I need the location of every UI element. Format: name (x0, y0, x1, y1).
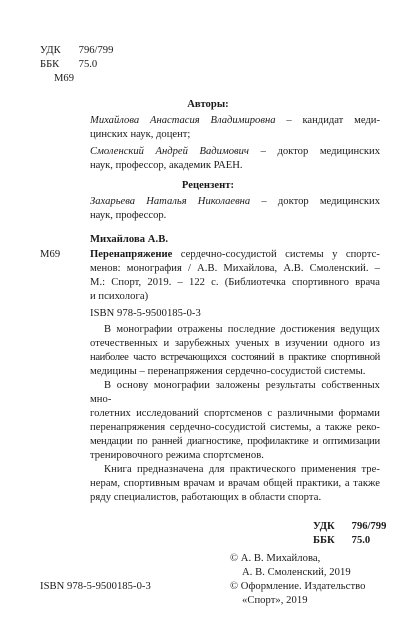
bottom-udk-value: 796/799 (351, 521, 387, 532)
copyright-2-line-1: © Оформление. Издательство (230, 581, 366, 592)
author-1-line-1 (90, 114, 380, 128)
author-1-name: Михайлова Анастасия Владимировна (90, 115, 276, 126)
reviewer-1-role-start: – доктор медицинских (250, 196, 380, 207)
top-classification-codes (40, 44, 113, 86)
bottom-classification-codes (313, 520, 386, 548)
reviewer-1-name: Захарьева Наталья Николаевна (90, 196, 251, 207)
annotation-p2-line-2: голетних исследований спортсменов с различными формами (90, 408, 380, 419)
reviewer-1-line-2: наук, профессор. (90, 210, 167, 221)
author-2-name: Смоленский Андрей Вадимович (90, 146, 249, 157)
author-2-role-start: – доктор медицинских (248, 146, 380, 157)
catalog-title-rest: сердечно-сосудистой системы у спортс- (172, 249, 380, 260)
annotation-p1-line-3: наиболее часто встречающихся состояний в практике спортивной (90, 352, 380, 363)
annotation-p2-line-1: В основу монографии заложены результаты собственных мно- (90, 380, 380, 405)
copyright-2-line-2: «Спорт», 2019 (242, 595, 308, 606)
catalog-description (90, 248, 380, 304)
reviewer-heading: Рецензент: (181, 180, 235, 191)
bottom-bbk-label: ББК (313, 535, 335, 546)
isbn-bottom: ISBN 978-5-9500185-0-3 (40, 581, 151, 592)
catalog-line-4: и психолога) (90, 291, 149, 302)
author-1 (90, 114, 380, 142)
annotation-p3-line-1: Книга предназначена для практического применения тре- (104, 464, 380, 475)
catalog-mark: М69 (40, 249, 61, 260)
author-2-line-2: наук, профессор, академик РАЕН. (90, 160, 243, 171)
catalog-title: Перенапряжение (90, 249, 173, 260)
catalog-line-3: М.: Спорт, 2019. – 122 с. (Библиотечка спортивного врача (90, 277, 380, 288)
annotation-p3-line-2: нерам, спортивным врачам и врачам общей практики, а также (90, 478, 380, 489)
annotation-paragraph-2 (90, 379, 380, 463)
catalog-line-1 (90, 248, 380, 262)
bottom-udk-line (313, 520, 386, 534)
annotation-paragraph-1 (90, 323, 380, 379)
bottom-udk-label: УДК (313, 521, 335, 532)
annotation-p2-line-5: тренировочного режима спортсменов. (90, 450, 264, 461)
top-bbk-value: 75.0 (78, 59, 98, 70)
authors-heading: Авторы: (187, 99, 229, 110)
author-1-role-start: – кандидат меди- (275, 115, 380, 126)
annotation-p1-line-2: отечественных и зарубежных ученых в изучении одного из (90, 338, 380, 349)
annotation-p2-line-4: мендации по ранней диагностике, профилактике и оптимизации (90, 436, 380, 447)
top-bbk-line (40, 58, 113, 72)
reviewer-1 (90, 195, 380, 223)
annotation-paragraph-3 (90, 463, 380, 505)
top-udk-value: 796/799 (78, 45, 114, 56)
top-bbk-label: ББК (40, 59, 60, 70)
top-udk-line (40, 44, 113, 58)
annotation (90, 323, 380, 505)
top-udk-label: УДК (40, 45, 61, 56)
author-1-line-2: цинских наук, доцент; (90, 129, 191, 140)
top-author-mark (40, 72, 113, 86)
catalog-author: Михайлова А.В. (90, 234, 169, 245)
annotation-p1-line-4: медицины – перенапряжения сердечно-сосудистой системы. (90, 366, 366, 377)
top-author-mark-text: М69 (54, 73, 75, 84)
bottom-bbk-line (313, 534, 386, 548)
bottom-bbk-value: 75.0 (351, 535, 371, 546)
copyright-1-line-2: А. В. Смоленский, 2019 (242, 567, 351, 578)
reviewer-1-line-1 (90, 195, 380, 209)
annotation-p2-line-3: перенапряжения сердечно-сосудистой системы, а также реко- (90, 422, 380, 433)
annotation-p3-line-3: ряду специалистов, работающих в области спорта. (90, 492, 322, 503)
copyright-1-line-1: © А. В. Михайлова, (230, 553, 321, 564)
catalog-line-2: менов: монография / А.В. Михайлова, А.В. Смоленский. – (90, 263, 380, 274)
catalog-isbn: ISBN 978-5-9500185-0-3 (90, 308, 201, 319)
author-2 (90, 145, 380, 173)
annotation-p1-line-1: В монографии отражены последние достижения ведущих (104, 324, 380, 335)
copyright-block (230, 552, 365, 608)
author-2-line-1 (90, 145, 380, 159)
